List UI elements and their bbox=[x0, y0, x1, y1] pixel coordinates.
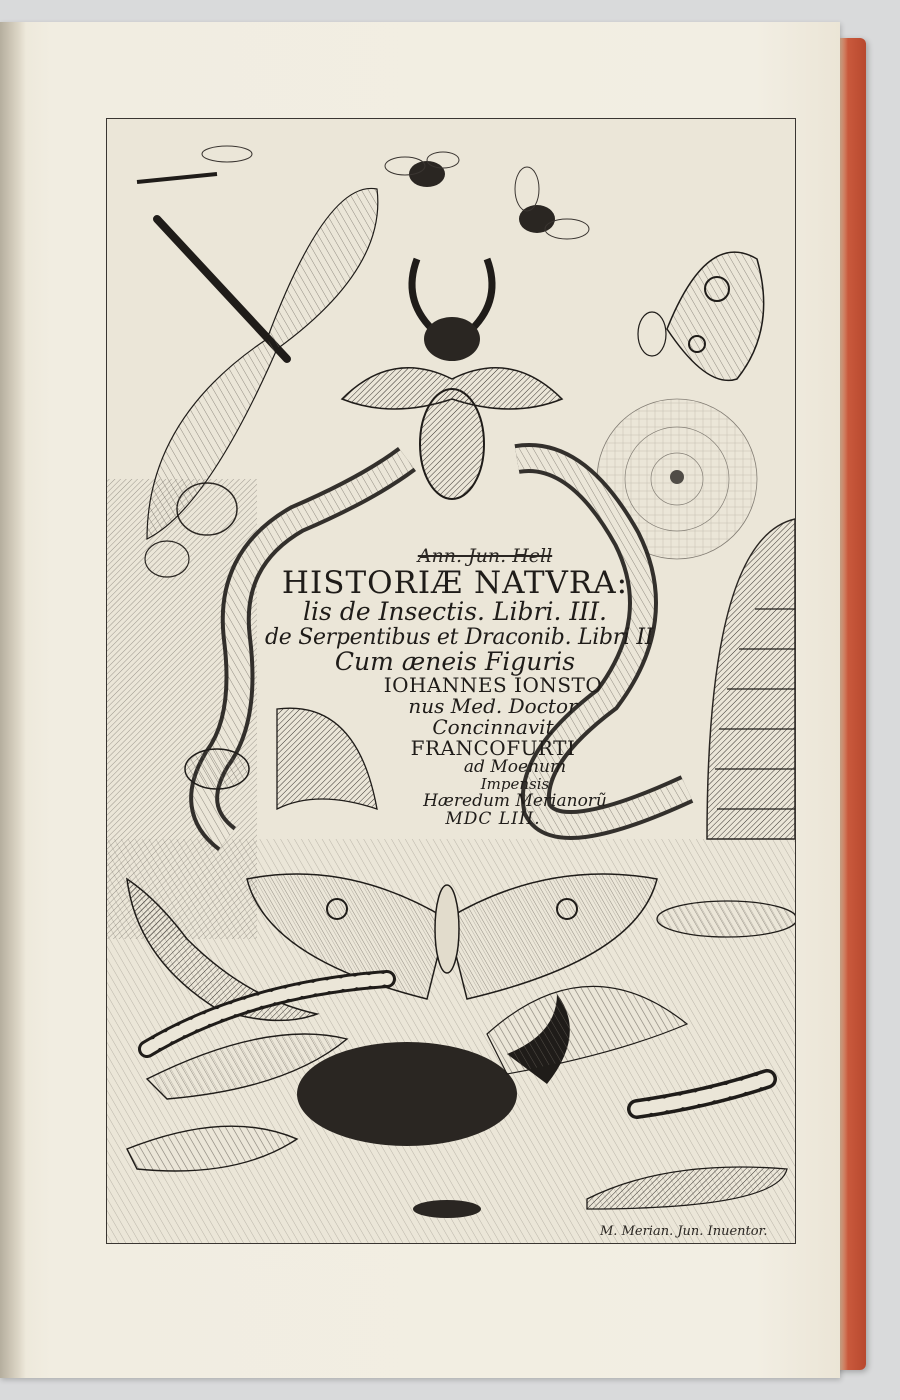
author-line-1: IOHANNES IONSTO bbox=[383, 673, 603, 698]
bee bbox=[515, 167, 589, 239]
butterfly bbox=[638, 252, 764, 380]
engraver-signature: M. Merian. Jun. Inuentor. bbox=[600, 1224, 768, 1239]
beehive bbox=[707, 519, 795, 839]
title-line-2: lis de Insectis. Libri. III. bbox=[303, 597, 607, 627]
engraved-plate bbox=[106, 118, 796, 1244]
struck-inscription: Ann. Jun. Hell bbox=[417, 545, 553, 567]
author-line-2: nus Med. Doctor bbox=[408, 694, 578, 719]
year-line: MDC LIII. bbox=[445, 808, 541, 829]
place-line: FRANCOFURTI bbox=[410, 736, 576, 761]
publisher-line-1: Impensis bbox=[480, 774, 550, 793]
author-line-3: Concinnavit bbox=[432, 715, 554, 740]
book-gutter bbox=[0, 22, 26, 1378]
title-text bbox=[265, 545, 654, 829]
mosquito bbox=[137, 146, 252, 182]
place-line-2: ad Moenum bbox=[463, 757, 567, 778]
scorpion bbox=[413, 1200, 481, 1218]
snail bbox=[657, 901, 795, 937]
bee bbox=[385, 152, 459, 187]
title-line-3: de Serpentibus et Draconib. Libri II bbox=[265, 624, 654, 650]
publisher-line-2: Hæredum Merianorũ bbox=[423, 790, 607, 811]
title-line-4: Cum æneis Figuris bbox=[334, 646, 576, 676]
title-line-1: HISTORIÆ NATVRA: bbox=[281, 564, 629, 601]
